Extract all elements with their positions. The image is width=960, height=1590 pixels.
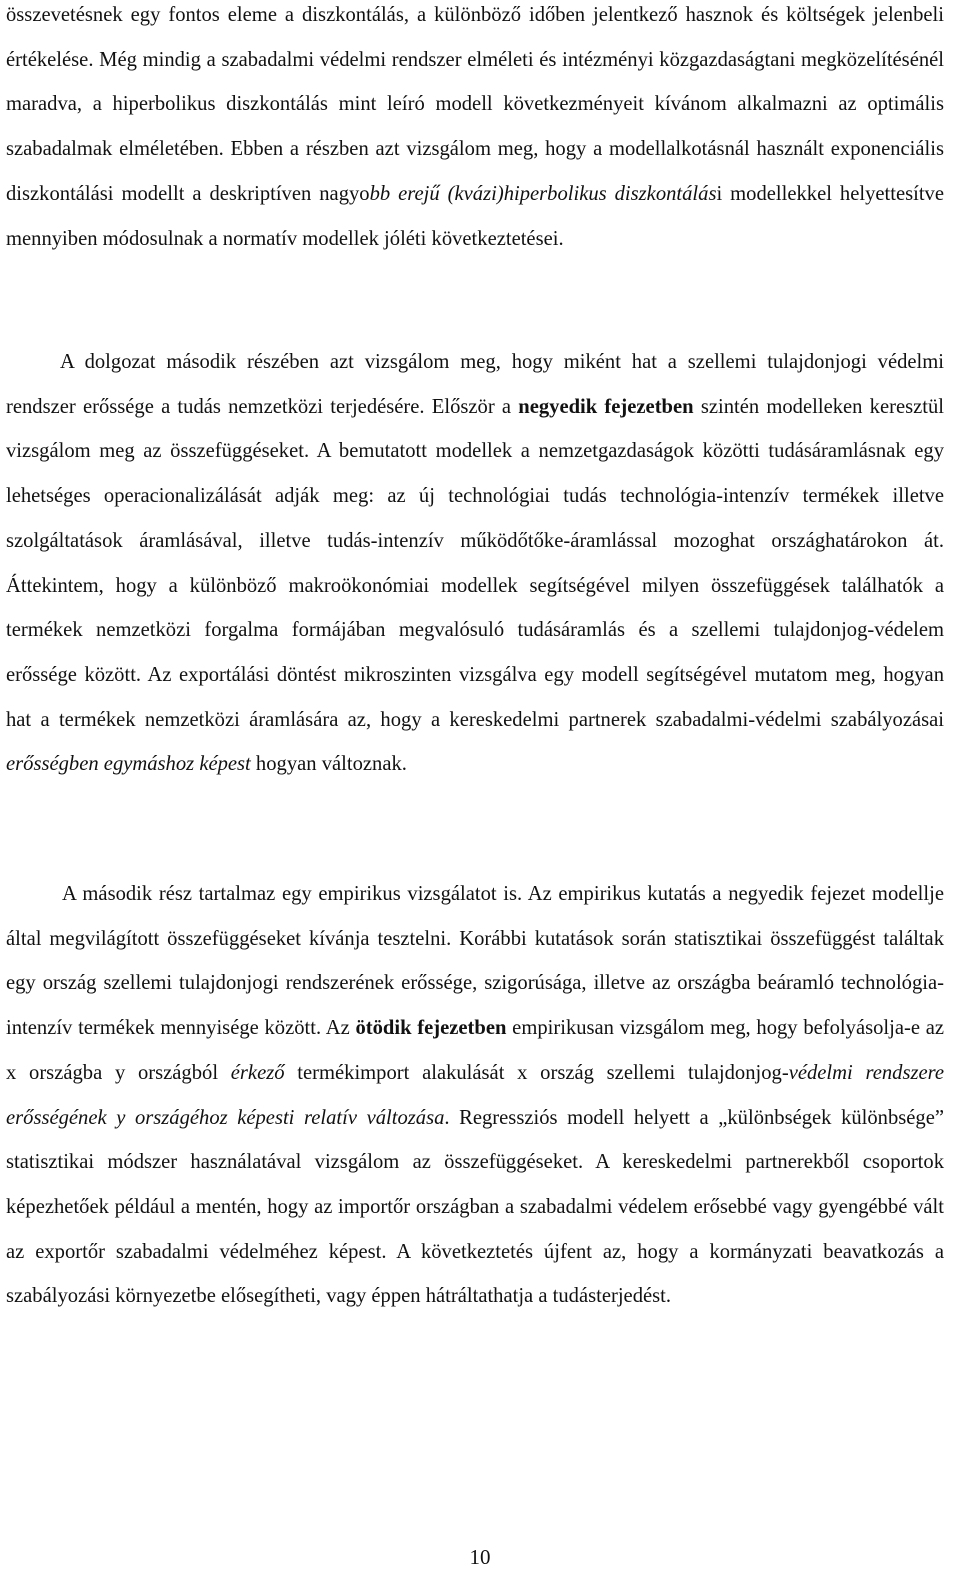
paragraph-2-text-mid: szintén modelleken keresztül vizsgálom meg az összefüggéseket. A bemutatott modellek a nemzetgazdaságok közötti tudásáramlásnak egy lehetséges operacionalizálását adják meg: az új technológiai tudás technológia-intenzív termékek illetve szolgáltatások áramlásával, illetve tudás-intenzív működőtőke-áramlással mozoghat országhatárokon át. Áttekintem, hogy a különböző makroökonómiai modellek segítségével milyen összefüggések találhatók a termékek nemzetközi forgalma formájában megvalósuló tudásáramlás és a szellemi tulajdonjog-védelem erőssége között. Az exportálási döntést mikroszinten vizsgálva egy modell segítségével mutatom meg, hogyan hat a termékek nemzetközi áramlására az, hogy a kereskedelmi partnerek szabadalmi-védelmi szabályozásai	[6, 395, 944, 731]
paragraph-2-text-end: hogyan változnak.	[250, 753, 407, 776]
paragraph-3-text-mid: empirikusan vizsgálom meg, hogy befolyásolja-e az x országba y országból	[6, 1017, 944, 1084]
paragraph-1-text: összevetésnek egy fontos eleme a diszkontálás, a különböző időben jelentkező hasznok és költségek jelenbeli értékelése. Még mindig a szabadalmi védelmi rendszer elméleti és intézményi közgazdaságtani megközelítésénél maradva, a hiperbolikus diszkontálás mint leíró modell következményeit kívánom alkalmazni az optimális szabadalmak elméletében. Ebben a részben azt vizsgálom meg, hogy a modellalkotásnál használt exponenciális diszkontálási modellt a deskriptíven nagyo	[6, 4, 944, 205]
paragraph-3	[6, 872, 944, 1319]
paragraph-1-text-end: i modellekkel helyettesítve mennyiben módosulnak a normatív modellek jóléti következtetései.	[6, 182, 944, 250]
paragraph-3-italic-2: védelmi rendszere erősségének y országéhoz képesti relatív változása	[6, 1061, 944, 1129]
paragraph-3-text: A második rész tartalmaz egy empirikus vizsgálatot is. Az empirikus kutatás a negyedik fejezet modellje által megvilágított összefüggéseket kívánja tesztelni. Korábbi kutatások során statisztikai összefüggést találtak egy ország szellemi tulajdonjogi rendszerének erőssége, szigorúsága, illetve az országba beáramló technológia-intenzív termékek mennyisége között. Az	[6, 883, 944, 1040]
paragraph-3-text-mid-2: termékimport alakulását x ország szellemi tulajdonjog-	[284, 1061, 789, 1084]
paragraph-2-text: A dolgozat második részében azt vizsgálom meg, hogy miként hat a szellemi tulajdonjogi védelmi rendszer erőssége a tudás nemzetközi terjedésére. Először a	[6, 351, 944, 418]
paragraph-3-italic-1: érkező	[230, 1061, 285, 1084]
page-number: 10	[469, 1545, 491, 1569]
paragraph-2	[6, 340, 944, 787]
paragraph-2-bold: negyedik fejezetben	[518, 395, 694, 418]
paragraph-1-italic: bb erejű (kvázi)hiperbolikus diszkontálás	[369, 182, 717, 205]
paragraph-3-bold: ötödik fejezetben	[355, 1017, 507, 1040]
paragraph-2-italic: erősségben egymáshoz képest	[6, 753, 251, 776]
paragraph-3-text-end: . Regressziós modell helyett a „különbségek különbsége” statisztikai módszer használatával vizsgálom az összefüggéseket. A kereskedelmi partnerekből csoportok képezhetőek például a mentén, hogy az importőr országban a szabadalmi védelem erősebbé vagy gyengébbé vált az exportőr szabadalmi védelméhez képest. A következtetés újfent az, hogy a kormányzati beavatkozás a szabályozási környezetbe elősegítheti, vagy éppen hátráltathatja a tudásterjedést.	[6, 1106, 945, 1308]
paragraph-1	[6, 0, 944, 261]
